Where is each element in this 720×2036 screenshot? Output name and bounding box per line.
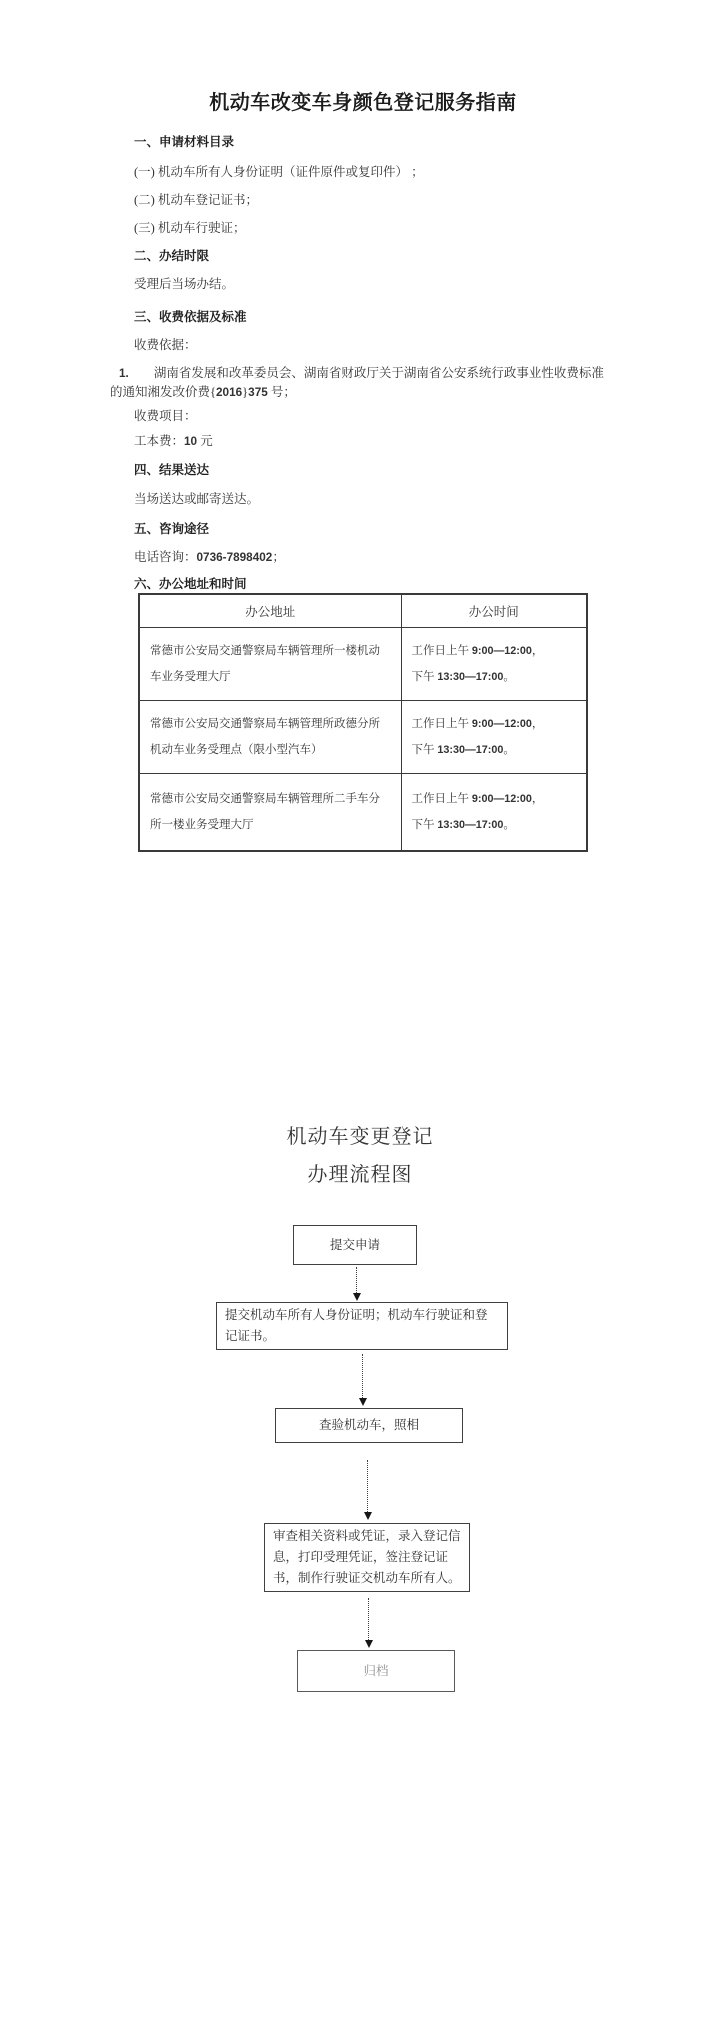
flowchart-title-line2: 办理流程图: [307, 1164, 413, 1186]
office-table-row: [139, 628, 587, 701]
office-hours-line-pm: 下午 13:30—17:00。: [411, 744, 515, 756]
flow-arrow-down-icon: [358, 1354, 367, 1406]
material-item-1: (一) 机动车所有人身份证明（证件原件或复印件） ；: [134, 165, 424, 179]
office-hours-line-am: 工作日上午 9:00—12:00，: [411, 645, 544, 657]
document-title: 机动车改变车身颜色登记服务指南: [209, 92, 517, 114]
office-hours-line-am: 工作日上午 9:00—12:00，: [411, 718, 544, 730]
arrow-shaft: [367, 1460, 368, 1512]
flow-arrow-down-icon: [363, 1460, 372, 1520]
material-item-3: (三) 机动车行驶证；: [134, 221, 246, 235]
arrow-head: [365, 1640, 373, 1648]
office-address-cell: 常德市公安局交通警察局车辆管理所一楼机动车业务受理大厅: [139, 628, 401, 701]
section-heading-fee-basis: 三、收费依据及标准: [134, 310, 247, 324]
arrow-head: [359, 1398, 367, 1406]
office-address-cell: 常德市公安局交通警察局车辆管理所政德分所机动车业务受理点（限小型汽车）: [139, 701, 401, 774]
section-heading-application-materials: 一、申请材料目录: [134, 135, 235, 149]
office-table-row: [139, 701, 587, 774]
flow-step-archive: 归档: [297, 1650, 455, 1692]
flowchart-title-line1: 机动车变更登记: [286, 1126, 434, 1148]
arrow-head: [353, 1293, 361, 1301]
office-table-row: [139, 774, 587, 852]
flowchart-title: [0, 1118, 720, 1194]
processing-time-text: 受理后当场办结。: [134, 277, 235, 291]
office-hours-line-pm: 下午 13:30—17:00。: [411, 819, 515, 831]
office-address-cell: 常德市公安局交通警察局车辆管理所二手车分所一楼业务受理大厅: [139, 774, 401, 852]
office-table: [138, 593, 588, 852]
section-heading-processing-time: 二、办结时限: [134, 249, 210, 263]
office-table-header-row: [139, 594, 587, 628]
fee-item-value: 工本费：10 元: [134, 434, 213, 448]
consultation-phone: 电话咨询：0736-7898402；: [134, 550, 285, 564]
office-hours-header: 办公时间: [401, 594, 587, 628]
arrow-shaft: [362, 1354, 363, 1398]
office-hours-line-am: 工作日上午 9:00—12:00，: [411, 793, 544, 805]
fee-basis-item: 1. 湖南省发展和改革委员会、湖南省财政厅关于湖南省公安系统行政事业性收费标准的通知湘发改价费{2016}375 号；: [110, 366, 604, 399]
arrow-head: [364, 1512, 372, 1520]
office-hours-line-pm: 下午 13:30—17:00。: [411, 671, 515, 683]
flow-step-review-and-issue: 审查相关资料或凭证，录入登记信息，打印受理凭证，签注登记证书，制作行驶证交机动车所有人。: [264, 1523, 470, 1592]
flowchart-page: [0, 1018, 720, 2036]
office-hours-cell: [401, 628, 587, 701]
section-heading-result-delivery: 四、结果送达: [134, 463, 210, 477]
section-heading-consultation: 五、咨询途径: [134, 522, 210, 536]
arrow-shaft: [368, 1598, 369, 1640]
fee-basis-label: 收费依据：: [134, 338, 197, 352]
office-hours-cell: [401, 774, 587, 852]
flow-step-submit-documents: 提交机动车所有人身份证明；机动车行驶证和登记证书。: [216, 1302, 508, 1350]
flow-arrow-down-icon: [352, 1267, 361, 1301]
result-delivery-text: 当场送达或邮寄送达。: [134, 492, 260, 506]
section-heading-office-info: 六、办公地址和时间: [134, 577, 247, 591]
office-address-header: 办公地址: [139, 594, 401, 628]
office-hours-cell: [401, 701, 587, 774]
arrow-shaft: [356, 1267, 357, 1293]
material-item-2: (二) 机动车登记证书；: [134, 193, 258, 207]
fee-item-label: 收费项目：: [134, 409, 197, 423]
flow-step-submit-application: 提交申请: [293, 1225, 417, 1265]
flow-step-inspect-vehicle: 查验机动车，照相: [275, 1408, 463, 1443]
flow-arrow-down-icon: [364, 1598, 373, 1648]
